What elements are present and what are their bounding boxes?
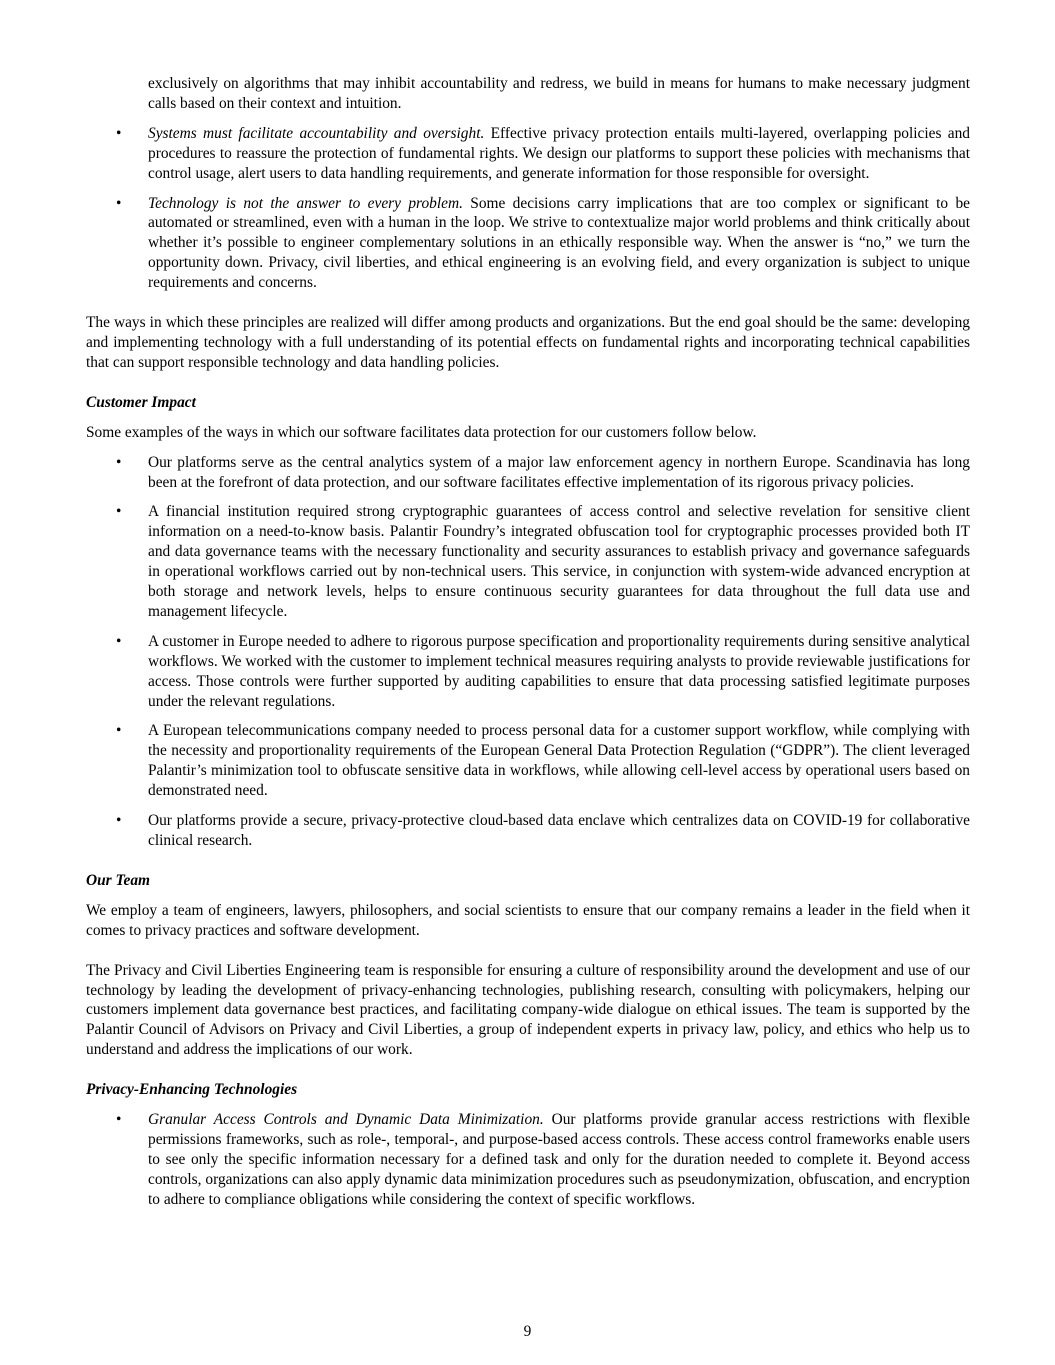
customer-impact-text: A financial institution required strong cryptographic guarantees of access control and selective revelation for sensitive client information on a need-to-know basis. Palantir Foundry’s integrated obfuscation tool for cryptographic processes provided both IT and data governance teams with the necessary functionality and security assurances to establish privacy and governance safeguards in operational workflows carried out by non-technical users. This service, in conjunction with system-wide advanced encryption at both storage and network levels, helps to ensure continuous security guarantees for data throughout the full data use and management lifecycle. [148,503,970,620]
customer-impact-text: A European telecommunications company needed to process personal data for a customer support workflow, while complying with the necessity and proportionality requirements of the European General Data Protection Regulation (“GDPR”). The client leveraged Palantir’s minimization tool to obfuscate sensitive data in workflows, while allowing cell-level access by operational users based on demonstrated need. [148,722,970,800]
customer-impact-text: Our platforms provide a secure, privacy-protective cloud-based data enclave which centralizes data on COVID-19 for collaborative clinical research. [148,812,970,849]
customer-impact-text: Our platforms serve as the central analytics system of a major law enforcement agency in northern Europe. Scandinavia has long been at the forefront of data protection, and our software facilitates effective implementation of its rigorous privacy policies. [148,453,970,491]
pets-heading: Privacy-Enhancing Technologies [86,1081,298,1099]
principles-summary-paragraph: The ways in which these principles are realized will differ among products and organizations. But the end goal should be the same: developing and implementing technology with a full understanding of its potential effects on fundamental rights and incorporating technical capabilities that can support responsible technology and data handling policies. [86,314,970,371]
pets-item [86,1110,970,1210]
document-page [86,74,970,1210]
principle-text: Some decisions carry implications that are too complex or significant to be automated or streamlined, even with a human in the loop. We strive to contextualize major world problems and think critically about whether it’s possible to engineer complementary solutions in an ethically responsible way. When the answer is “no,” we turn the opportunity down. Privacy, civil liberties, and ethical engineering is an evolving field, and every organization is subject to unique requirements and concerns. [148,194,970,292]
bullet-marker: • [116,632,122,650]
principle-text: Effective privacy protection entails multi-layered, overlapping policies and procedures to reassure the protection of fundamental rights. We design our platforms to support these policies with mechanisms that control usage, alert users to data handling requirements, and generate information for those responsible for oversight. [148,124,970,182]
bullet-marker: • [116,194,122,212]
pets-item-text: Our platforms provide granular access restrictions with flexible permissions frameworks, such as role-, temporal-, and purpose-based access controls. These access control frameworks enable users to see only the specific information necessary for a defined task and only for the duration needed to complete it. Beyond access controls, organizations can also apply dynamic data minimization procedures such as pseudonymization, obfuscation, and encryption to adhere to compliance obligations while considering the context of specific workflows. [148,1111,970,1208]
our-team-paragraph: The Privacy and Civil Liberties Engineering team is responsible for ensuring a culture of responsibility around the development and use of our technology by leading the development of privacy-enhancing technologies, publishing research, consulting with policymakers, helping our customers implement data governance best practices, and facilitating company-wide dialogue on ethical issues. The team is supported by the Palantir Council of Advisors on Privacy and Civil Liberties, a group of independent experts in privacy law, policy, and ethics who help us to understand and address the implications of our work. [86,961,970,1059]
customer-impact-item [86,632,970,712]
customer-impact-item [86,453,970,493]
principle-bullet [86,124,970,184]
principle-bullet [86,194,970,294]
bullet-marker: • [116,722,122,740]
customer-impact-item [86,721,970,801]
principle-lead: Technology is not the answer to every problem. [148,194,463,212]
our-team-paragraph: We employ a team of engineers, lawyers, philosophers, and social scientists to ensure that our company remains a leader in the field when it comes to privacy practices and software development. [86,901,970,939]
our-team-heading: Our Team [86,871,150,889]
customer-impact-text: A customer in Europe needed to adhere to rigorous purpose specification and proportionality requirements during sensitive analytical workflows. We worked with the customer to implement technical measures requiring analysts to provide reviewable justifications for access. Those controls were further supported by auditing capabilities to ensure that data processing satisfied legitimate purposes under the relevant regulations. [148,632,970,710]
customer-impact-heading: Customer Impact [86,393,196,411]
bullet-marker: • [116,453,122,471]
principle-lead: Systems must facilitate accountability and oversight. [148,124,485,142]
customer-impact-intro: Some examples of the ways in which our software facilitates data protection for our customers follow below. [86,423,757,441]
bullet-marker: • [116,124,122,142]
pets-item-lead: Granular Access Controls and Dynamic Data Minimization. [148,1111,544,1129]
bullet-marker: • [116,812,122,830]
customer-impact-item [86,811,970,851]
page-number: 9 [523,1323,532,1340]
continuation-paragraph: exclusively on algorithms that may inhibit accountability and redress, we build in means for humans to make necessary judgment calls based on their context and intuition. [148,75,970,112]
bullet-marker: • [116,1111,122,1129]
customer-impact-item [86,502,970,621]
bullet-marker: • [116,503,122,521]
